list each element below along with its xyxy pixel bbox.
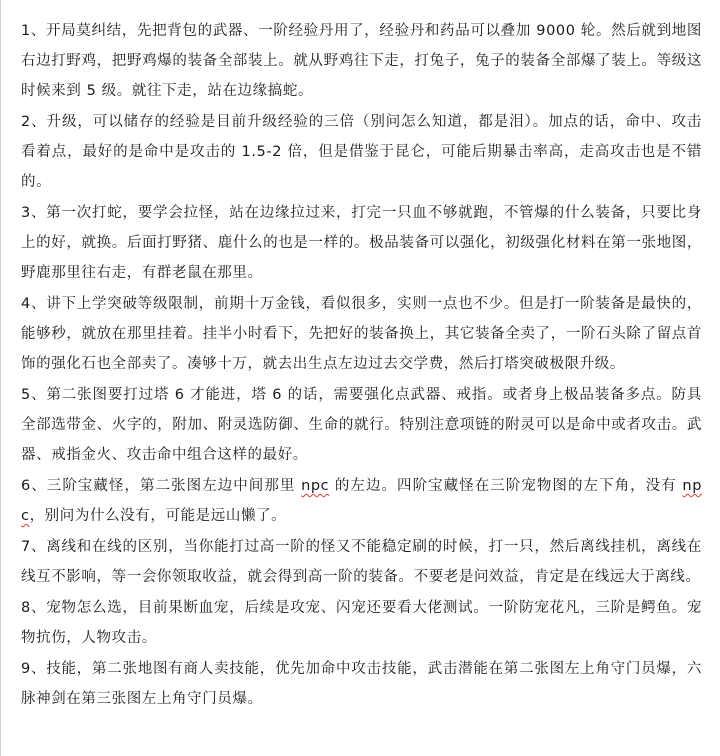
paragraph-6-text-mid: 的左边。四阶宝藏怪在三阶宠物图的左下角，没有 xyxy=(329,478,683,494)
spellcheck-word-npc[interactable]: npc xyxy=(301,478,330,494)
paragraph-5: 5、第二张图要打过塔 6 才能进，塔 6 的话，需要强化点武器、戒指。或者身上极品装备多点。防具全部选带金、火字的，附加、附灵选防御、生命的就行。特别注意项链的附灵可以是命中或者攻击。武器、戒指金火、攻击命中组合这样的最好。 xyxy=(21,387,702,463)
paragraph-6 xyxy=(21,471,702,531)
spellcheck-word-npc[interactable]: npc xyxy=(21,478,703,524)
paragraph-2: 2、升级，可以储存的经验是目前升级经验的三倍（别问怎么知道，都是泪）。加点的话，命中、攻击看着点，最好的是命中是攻击的 1.5-2 倍，但是借鉴于昆仑，可能后期暴击率高，走高攻击也是不错的。 xyxy=(21,114,702,190)
paragraph-9: 9、技能，第二张地图有商人卖技能，优先加命中攻击技能，武击潜能在第二张图左上角守门员爆，六脉神剑在第三张图左上角守门员爆。 xyxy=(21,661,702,707)
paragraph-3: 3、第一次打蛇，要学会拉怪，站在边缘拉过来，打完一只血不够就跑，不管爆的什么装备，只要比身上的好，就换。后面打野猪、鹿什么的也是一样的。极品装备可以强化，初级强化材料在第一张地图，野鹿那里往右走，有群老鼠在那里。 xyxy=(21,205,702,281)
paragraph-8: 8、宠物怎么选，目前果断血宠，后续是攻宠、闪宠还要看大佬测试。一阶防宠花凡，三阶是鳄鱼。宠物抗伤，人物攻击。 xyxy=(21,600,702,646)
paragraph-7: 7、离线和在线的区别，当你能打过高一阶的怪又不能稳定刷的时候，打一只，然后离线挂机，离线在线互不影响，等一会你领取收益，就会得到高一阶的装备。不要老是问效益，肯定是在线远大于离线。 xyxy=(21,539,702,585)
paragraph-6-text-after: ，别问为什么没有，可能是远山懒了。 xyxy=(29,508,287,524)
paragraph-4: 4、讲下上学突破等级限制，前期十万金钱，看似很多，实则一点也不少。但是打一阶装备是最快的，能够秒，就放在那里挂着。挂半小时看下，先把好的装备换上，其它装备全卖了，一阶石头除了留点首饰的强化石也全部卖了。凑够十万，就去出生点左边过去交学费，然后打塔突破极限升级。 xyxy=(21,296,702,372)
paragraph-1: 1、开局莫纠结，先把背包的武器、一阶经验丹用了，经验丹和药品可以叠加 9000 轮。然后就到地图右边打野鸡，把野鸡爆的装备全部装上。就从野鸡往下走，打兔子，兔子的装备全部爆了装上。等级这时候来到 5 级。就往下走，站在边缘搞蛇。 xyxy=(21,23,702,99)
paragraph-6-text-before: 6、三阶宝藏怪，第二张图左边中间那里 xyxy=(21,478,302,494)
